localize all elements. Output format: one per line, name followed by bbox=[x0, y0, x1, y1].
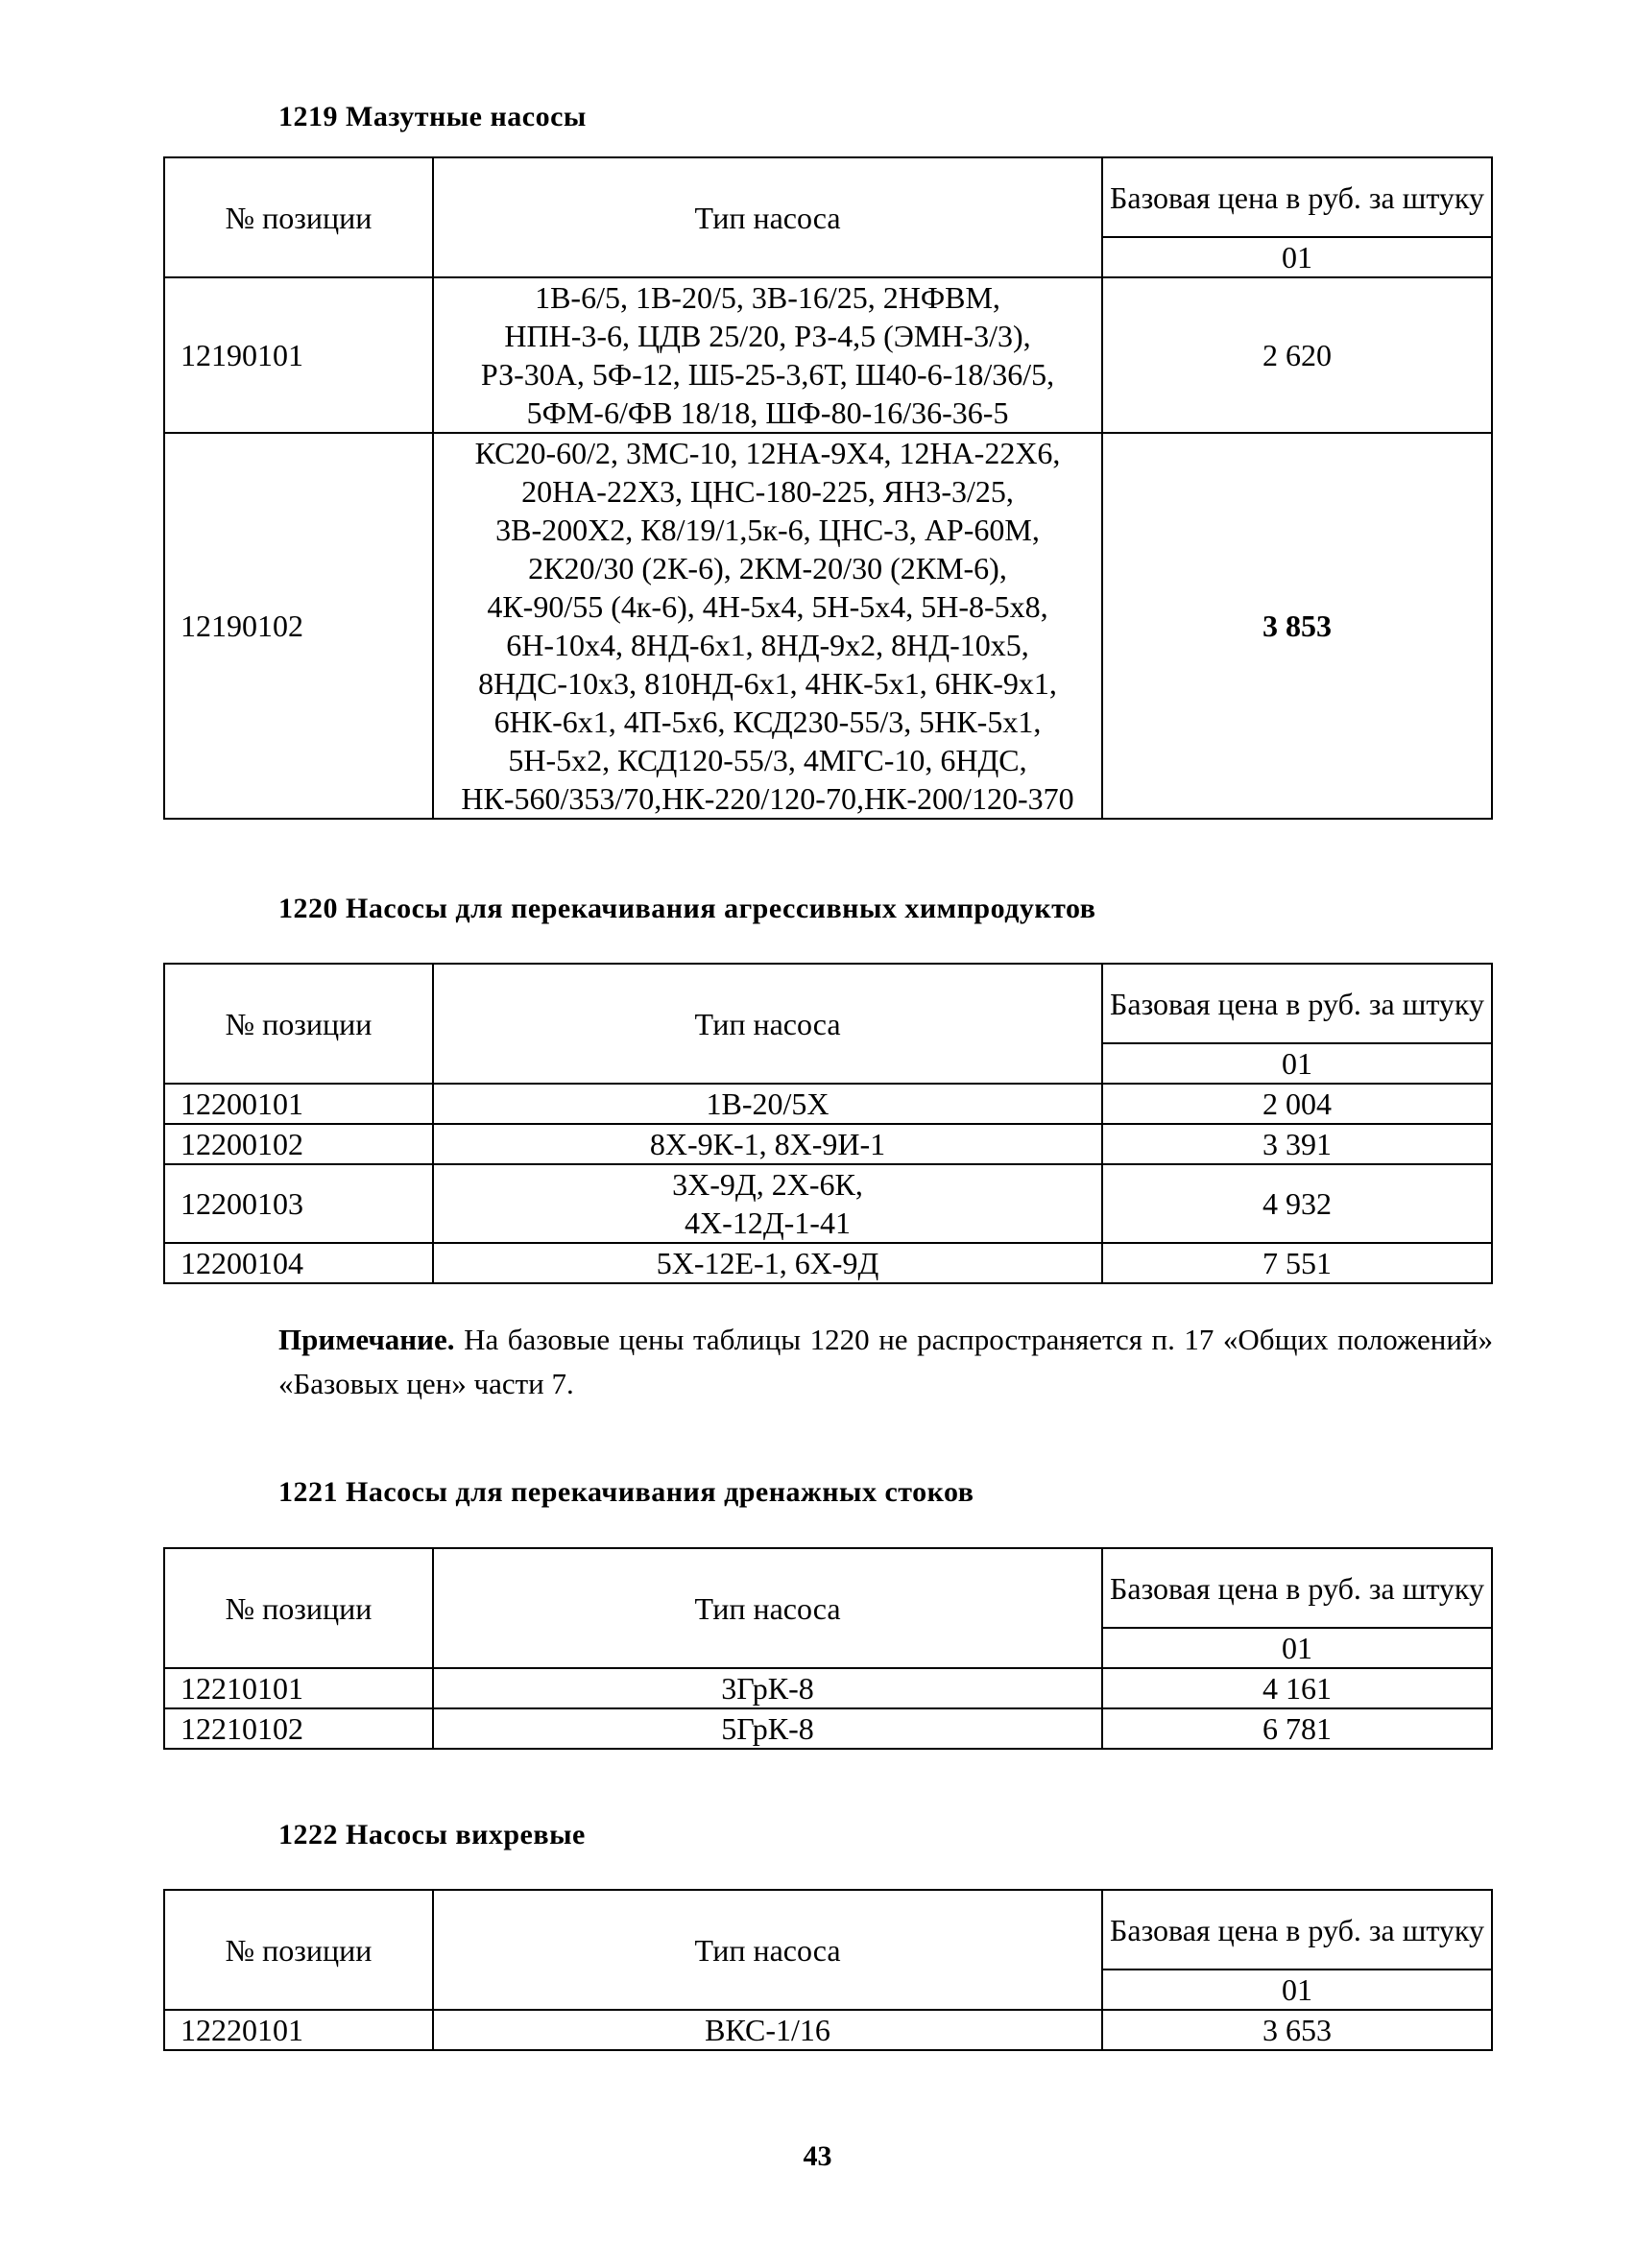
section-title-1221: 1221 Насосы для перекачивания дренажных стоков bbox=[278, 1476, 974, 1508]
price-table-1220 bbox=[163, 963, 1493, 1284]
pump-type-line: НК-560/353/70,НК-220/120-70,НК-200/120-370 bbox=[461, 781, 1074, 816]
position-cell: 12190101 bbox=[164, 277, 433, 433]
note-text: На базовые цены таблицы 1220 не распространяется п. 17 «Общих положений» «Базовых цен» части 7. bbox=[278, 1323, 1493, 1400]
header-pump-type: Тип насоса bbox=[433, 1890, 1102, 2010]
header-position: № позиции bbox=[164, 157, 433, 277]
table-row bbox=[164, 2010, 1492, 2050]
pump-type-line: 5ФМ-6/ФВ 18/18, ШФ-80-16/36-36-5 bbox=[526, 395, 1009, 430]
note-label: Примечание. bbox=[278, 1323, 455, 1356]
section-title-1219: 1219 Мазутные насосы bbox=[278, 101, 587, 132]
pump-type-line: 8НДС-10х3, 810НД-6х1, 4НК-5х1, 6НК-9х1, bbox=[478, 666, 1057, 701]
price-cell: 3 653 bbox=[1102, 2010, 1492, 2050]
pump-type-line: 1В-20/5Х bbox=[706, 1086, 830, 1121]
pump-type-cell bbox=[433, 1124, 1102, 1164]
pump-type-cell bbox=[433, 433, 1102, 819]
pump-type-cell bbox=[433, 1668, 1102, 1708]
price-cell: 7 551 bbox=[1102, 1243, 1492, 1283]
pump-type-cell bbox=[433, 1084, 1102, 1124]
price-cell: 2 004 bbox=[1102, 1084, 1492, 1124]
section-title-1220: 1220 Насосы для перекачивания агрессивных химпродуктов bbox=[278, 893, 1096, 924]
table-row bbox=[164, 1243, 1492, 1283]
section-title-1222: 1222 Насосы вихревые bbox=[278, 1819, 586, 1850]
header-column-code: 01 bbox=[1102, 237, 1492, 277]
price-cell: 3 853 bbox=[1102, 433, 1492, 819]
table-row bbox=[164, 277, 1492, 433]
pump-type-line: 5Х-12Е-1, 6Х-9Д bbox=[656, 1246, 879, 1280]
pump-type-line: 6Н-10х4, 8НД-6х1, 8НД-9х2, 8НД-10х5, bbox=[506, 628, 1029, 662]
table-row bbox=[164, 1164, 1492, 1243]
page-number: 43 bbox=[803, 2140, 832, 2172]
pump-type-cell bbox=[433, 1243, 1102, 1283]
pump-type-line: 5Н-5х2, КСД120-55/3, 4МГС-10, 6НДС, bbox=[508, 743, 1027, 777]
header-pump-type: Тип насоса bbox=[433, 1548, 1102, 1668]
header-pump-type: Тип насоса bbox=[433, 964, 1102, 1084]
pump-type-line: РЗ-30А, 5Ф-12, Ш5-25-3,6Т, Ш40-6-18/36/5, bbox=[480, 357, 1055, 392]
price-cell: 2 620 bbox=[1102, 277, 1492, 433]
header-column-code: 01 bbox=[1102, 1043, 1492, 1084]
pump-type-line: 3В-200Х2, К8/19/1,5к-6, ЦНС-3, АР-60М, bbox=[495, 513, 1040, 547]
table-row bbox=[164, 1668, 1492, 1708]
position-cell: 12210101 bbox=[164, 1668, 433, 1708]
pump-type-line: 3Х-9Д, 2Х-6К, bbox=[672, 1167, 863, 1202]
price-table-1221 bbox=[163, 1547, 1493, 1750]
position-cell: 12200101 bbox=[164, 1084, 433, 1124]
pump-type-line: КС20-60/2, 3МС-10, 12НА-9Х4, 12НА-22Х6, bbox=[474, 436, 1061, 470]
pump-type-line: 3ГрК-8 bbox=[721, 1671, 814, 1706]
position-cell: 12200102 bbox=[164, 1124, 433, 1164]
header-position: № позиции bbox=[164, 964, 433, 1084]
pump-type-line: 8Х-9К-1, 8Х-9И-1 bbox=[649, 1127, 886, 1161]
pump-type-line: 6НК-6х1, 4П-5х6, КСД230-55/3, 5НК-5х1, bbox=[493, 704, 1042, 739]
header-base-price: Базовая цена в руб. за штуку bbox=[1102, 1890, 1492, 1970]
header-base-price: Базовая цена в руб. за штуку bbox=[1102, 157, 1492, 237]
header-position: № позиции bbox=[164, 1890, 433, 2010]
price-table-1222 bbox=[163, 1889, 1493, 2051]
table-row bbox=[164, 433, 1492, 819]
position-cell: 12190102 bbox=[164, 433, 433, 819]
pump-type-line: ВКС-1/16 bbox=[705, 2013, 830, 2047]
price-table-1219 bbox=[163, 156, 1493, 820]
pump-type-line: 4Х-12Д-1-41 bbox=[685, 1206, 851, 1240]
table-row bbox=[164, 1124, 1492, 1164]
pump-type-line: 2К20/30 (2К-6), 2КМ-20/30 (2КМ-6), bbox=[528, 551, 1007, 585]
header-base-price: Базовая цена в руб. за штуку bbox=[1102, 964, 1492, 1043]
price-cell: 6 781 bbox=[1102, 1708, 1492, 1749]
pump-type-line: 5ГрК-8 bbox=[721, 1711, 814, 1746]
pump-type-cell bbox=[433, 2010, 1102, 2050]
header-column-code: 01 bbox=[1102, 1628, 1492, 1668]
table-row bbox=[164, 1084, 1492, 1124]
pump-type-line: 1В-6/5, 1В-20/5, 3В-16/25, 2НФВМ, bbox=[535, 280, 1000, 315]
header-position: № позиции bbox=[164, 1548, 433, 1668]
pump-type-line: 4К-90/55 (4к-6), 4Н-5х4, 5Н-5х4, 5Н-8-5х8, bbox=[487, 589, 1048, 624]
pump-type-line: 20НА-22Х3, ЦНС-180-225, ЯН3-3/25, bbox=[521, 474, 1014, 509]
price-cell: 4 932 bbox=[1102, 1164, 1492, 1243]
position-cell: 12200103 bbox=[164, 1164, 433, 1243]
note-paragraph bbox=[278, 1318, 1493, 1406]
position-cell: 12210102 bbox=[164, 1708, 433, 1749]
table-row bbox=[164, 1708, 1492, 1749]
header-pump-type: Тип насоса bbox=[433, 157, 1102, 277]
header-column-code: 01 bbox=[1102, 1970, 1492, 2010]
price-cell: 3 391 bbox=[1102, 1124, 1492, 1164]
pump-type-cell bbox=[433, 1164, 1102, 1243]
price-cell: 4 161 bbox=[1102, 1668, 1492, 1708]
header-base-price: Базовая цена в руб. за штуку bbox=[1102, 1548, 1492, 1628]
position-cell: 12200104 bbox=[164, 1243, 433, 1283]
position-cell: 12220101 bbox=[164, 2010, 433, 2050]
pump-type-line: НПН-3-6, ЦДВ 25/20, РЗ-4,5 (ЭМН-3/3), bbox=[504, 319, 1031, 353]
pump-type-cell bbox=[433, 1708, 1102, 1749]
pump-type-cell bbox=[433, 277, 1102, 433]
